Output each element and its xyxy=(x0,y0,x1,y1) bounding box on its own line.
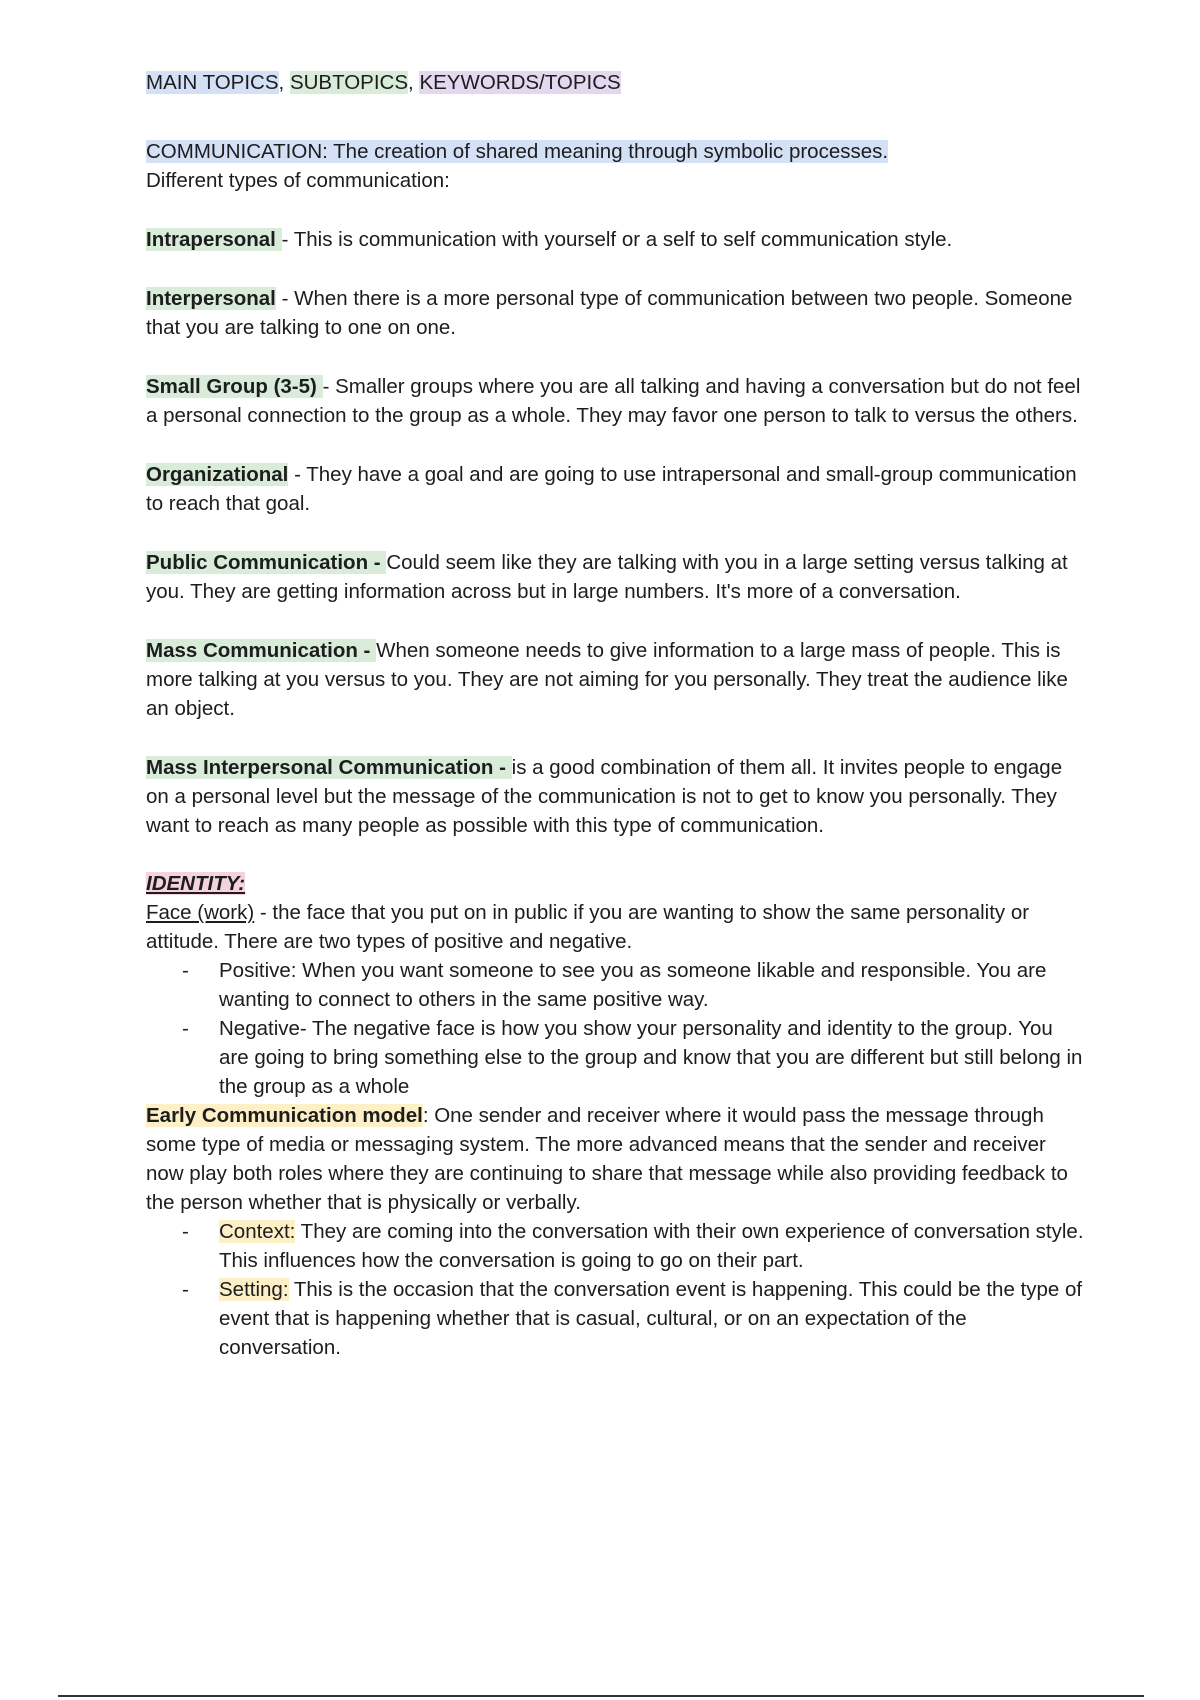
comm-type-text: - They have a goal and are going to use intrapersonal and small-group communication to reach that goal. xyxy=(146,463,1077,515)
comm-type-paragraph xyxy=(146,548,1086,606)
comm-type-term: Intrapersonal xyxy=(146,228,282,251)
legend-subtopics: SUBTOPICS xyxy=(289,71,409,94)
comm-type-term: Small Group (3-5) xyxy=(146,375,323,398)
communication-intro: Different types of communication: xyxy=(146,169,450,192)
comm-type-text: - When there is a more personal type of communication between two people. Someone that you are talking to one on one. xyxy=(146,287,1073,339)
comm-type-paragraph xyxy=(146,460,1086,518)
comm-type-term: Mass Interpersonal Communication - xyxy=(146,756,512,779)
face-work-text: - the face that you put on in public if you are wanting to show the same personality or attitude. There are two types of positive and negative. xyxy=(146,901,1030,953)
model-factors-list xyxy=(146,1217,1086,1362)
highlight-legend xyxy=(146,68,1086,97)
face-work-paragraph xyxy=(146,898,1086,956)
comm-type-text: When someone needs to give information to a large mass of people. This is more talking at you versus to you. They are not aiming for you personally. They treat the audience like an object. xyxy=(146,639,1068,720)
identity-heading-text: IDENTITY: xyxy=(146,872,246,895)
comm-type-paragraph xyxy=(146,753,1086,840)
communication-definition-text: COMMUNICATION: The creation of shared meaning through symbolic processes. xyxy=(146,140,889,163)
comm-type-text: is a good combination of them all. It invites people to engage on a personal level but the message of the communication is not to get to know you personally. They want to reach as many people as possible with this type of communication. xyxy=(146,756,1063,837)
list-item: - Negative- The negative face is how you show your personality and identity to the group. You are going to bring something else to the group and know that you are different but still belong in the group as a whole xyxy=(219,1014,1086,1101)
early-model-paragraph xyxy=(146,1101,1086,1217)
list-item: - Positive: When you want someone to see you as someone likable and responsible. You are wanting to connect to others in the same positive way. xyxy=(219,956,1086,1014)
face-work-term: Face (work) xyxy=(146,901,255,924)
communication-definition xyxy=(146,137,1086,166)
list-item xyxy=(219,1275,1086,1362)
legend-separator: , xyxy=(278,71,290,94)
comm-type-text: - This is communication with yourself or a self to self communication style. xyxy=(281,228,953,251)
legend-main-topics: MAIN TOPICS xyxy=(146,71,279,94)
footer-divider xyxy=(58,1695,1144,1697)
document-page xyxy=(146,68,1086,1362)
comm-type-term: Interpersonal xyxy=(146,287,276,310)
legend-separator: , xyxy=(408,71,420,94)
comm-type-paragraph xyxy=(146,636,1086,723)
face-types-list xyxy=(146,956,1086,1101)
comm-type-paragraph xyxy=(146,225,1086,254)
comm-type-term: Public Communication - xyxy=(146,551,387,574)
early-model-term: Early Communication model xyxy=(146,1104,423,1127)
factor-text: This is the occasion that the conversation event is happening. This could be the type of event that is happening whether that is casual, cultural, or on an expectation of the conversation. xyxy=(219,1278,1083,1359)
identity-heading xyxy=(146,869,1086,898)
comm-type-term: Organizational xyxy=(146,463,289,486)
comm-type-text: - Smaller groups where you are all talking and having a conversation but do not feel a personal connection to the group as a whole. They may favor one person to talk to versus the others. xyxy=(146,375,1081,427)
comm-type-paragraph xyxy=(146,284,1086,342)
factor-text: They are coming into the conversation with their own experience of conversation style. This influences how the conversation is going to go on their part. xyxy=(219,1220,1084,1272)
comm-type-term: Mass Communication - xyxy=(146,639,377,662)
list-item xyxy=(219,1217,1086,1275)
comm-type-paragraph xyxy=(146,372,1086,430)
factor-term: Context: xyxy=(219,1220,296,1243)
factor-term: Setting: xyxy=(219,1278,289,1301)
legend-keywords: KEYWORDS/TOPICS xyxy=(419,71,621,94)
early-model-text: : One sender and receiver where it would pass the message through some type of media or messaging system. The more advanced means that the sender and receiver now play both roles where they are continuing to share that message while also providing feedback to the person whether that is physically or verbally. xyxy=(146,1104,1068,1214)
comm-type-text: Could seem like they are talking with you in a large setting versus talking at you. They are getting information across but in large numbers. It's more of a conversation. xyxy=(146,551,1068,603)
